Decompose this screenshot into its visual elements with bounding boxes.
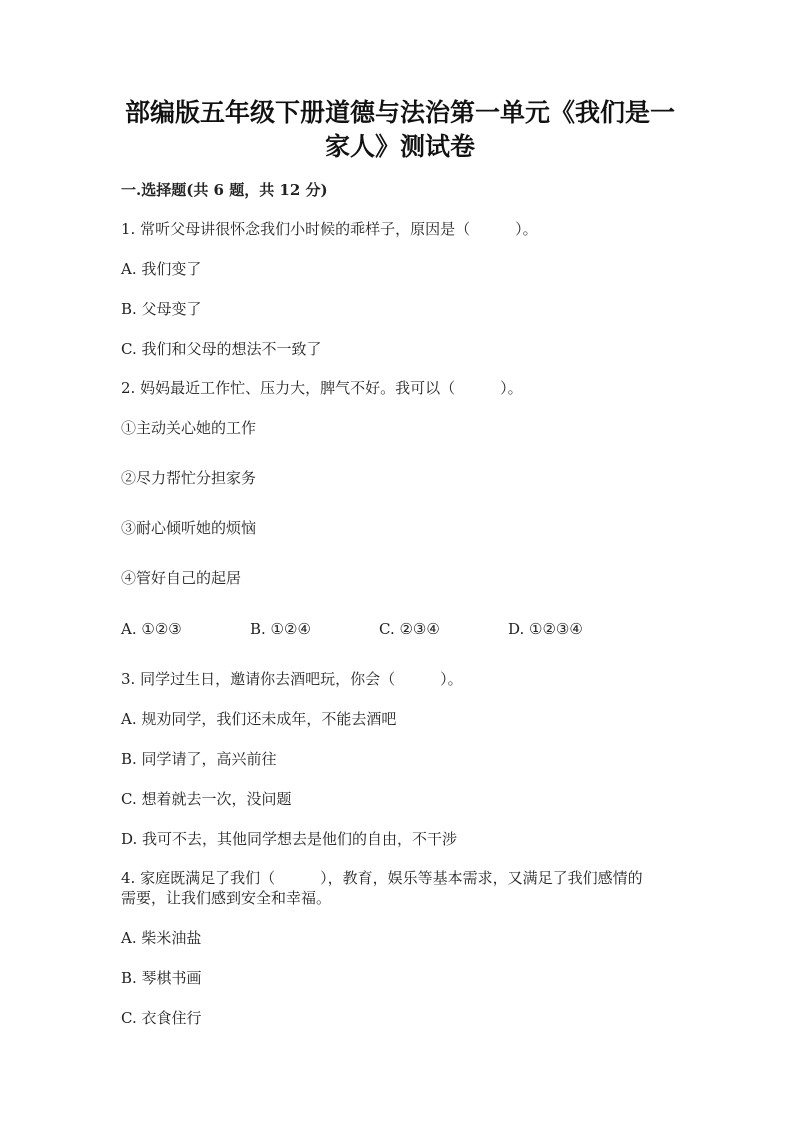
- question-1-option-a: A. 我们变了: [121, 260, 202, 278]
- question-2-options-row: [0, 619, 800, 639]
- question-1-stem: 1. 常听父母讲很怀念我们小时候的乖样子，原因是（ ）。: [121, 220, 538, 238]
- question-3-stem: 3. 同学过生日，邀请你去酒吧玩，你会（ ）。: [121, 670, 463, 688]
- question-2-option-b: B. ①②④: [250, 620, 311, 638]
- question-3-option-a: A. 规劝同学，我们还未成年，不能去酒吧: [121, 710, 397, 728]
- question-3-option-d: D. 我可不去，其他同学想去是他们的自由，不干涉: [121, 830, 458, 848]
- question-4-stem-line-2: 需要，让我们感到安全和幸福。: [121, 889, 332, 907]
- question-4-stem-line-1: 4. 家庭既满足了我们（ ），教育，娱乐等基本需求，又满足了我们感情的: [121, 869, 643, 887]
- page-title: [100, 96, 700, 164]
- question-3-option-c: C. 想着就去一次，没问题: [121, 790, 292, 808]
- question-2-option-d: D. ①②③④: [508, 620, 583, 638]
- question-2-item-4: ④管好自己的起居: [121, 569, 242, 587]
- section-heading: 一.选择题(共 6 题，共 12 分): [121, 181, 328, 199]
- question-2-stem: 2. 妈妈最近工作忙、压力大，脾气不好。我可以（ ）。: [121, 379, 523, 397]
- title-line-2: 家人》测试卷: [324, 132, 475, 161]
- title-line-1: 部编版五年级下册道德与法治第一单元《我们是一: [124, 98, 675, 127]
- question-2-item-3: ③耐心倾听她的烦恼: [121, 519, 257, 537]
- question-2-item-2: ②尽力帮忙分担家务: [121, 469, 257, 487]
- question-3-option-b: B. 同学请了，高兴前往: [121, 750, 277, 768]
- question-1-option-b: B. 父母变了: [121, 300, 202, 318]
- question-4-option-b: B. 琴棋书画: [121, 969, 202, 987]
- question-2-option-a: A. ①②③: [121, 620, 182, 638]
- question-4-option-a: A. 柴米油盐: [121, 929, 202, 947]
- question-2-item-1: ①主动关心她的工作: [121, 419, 257, 437]
- question-1-option-c: C. 我们和父母的想法不一致了: [121, 340, 322, 358]
- question-4-option-c: C. 衣食住行: [121, 1009, 202, 1027]
- question-2-option-c: C. ②③④: [379, 620, 440, 638]
